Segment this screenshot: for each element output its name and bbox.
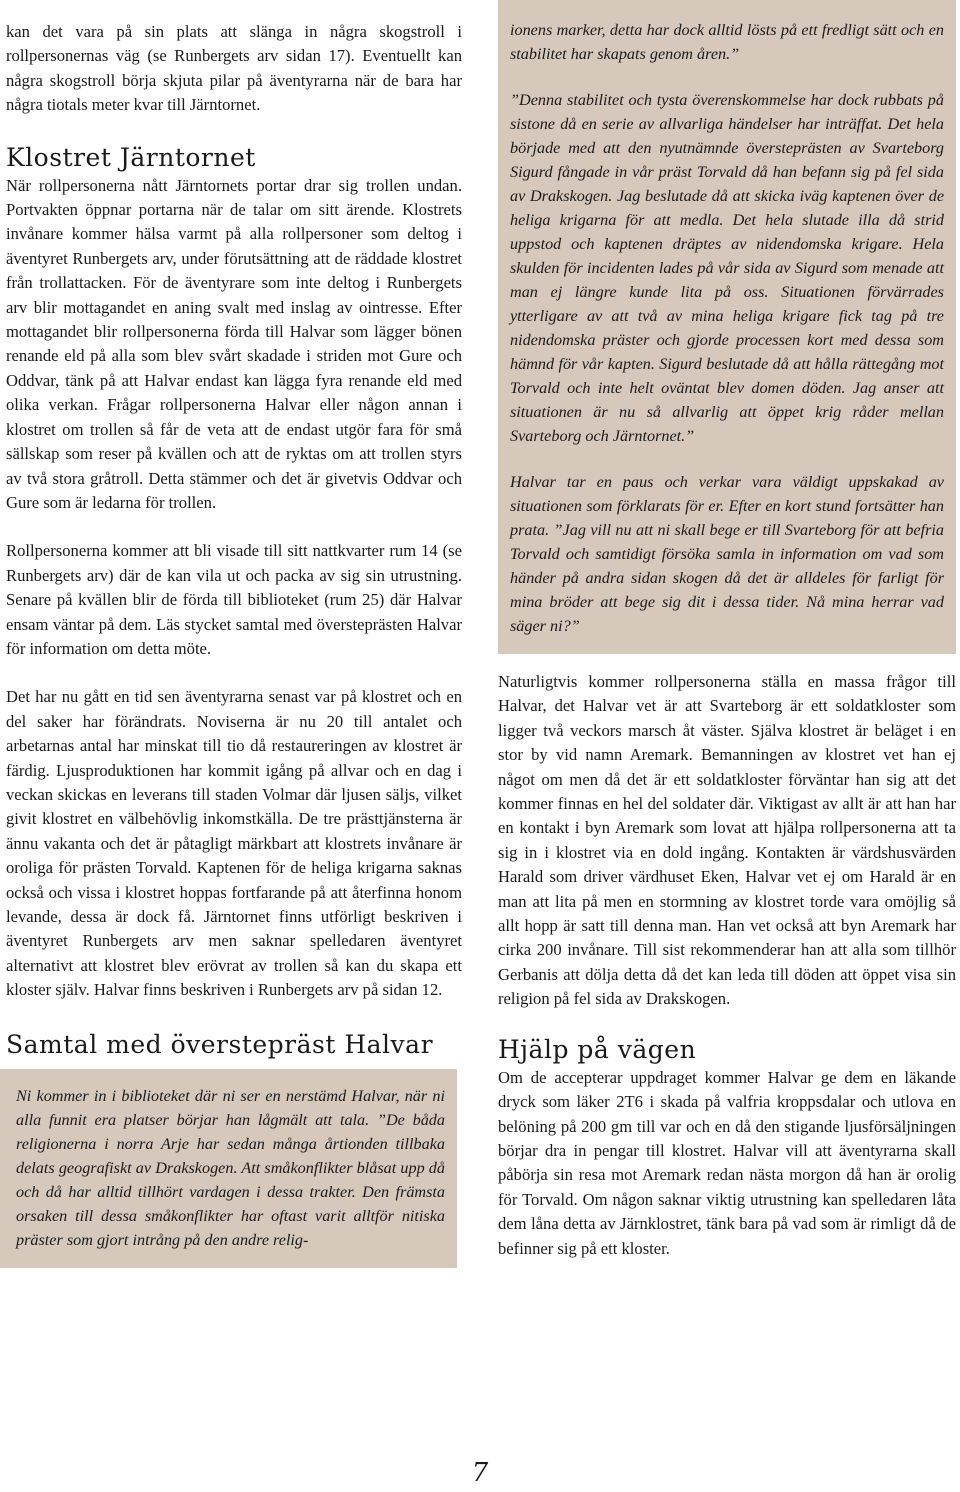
questions-paragraph: Naturligtvis kommer rollpersonerna ställa en massa frågor till Halvar, det Halvar vet är att Svarteborg är ett soldatkloster som ligger två veckors marsch åt väster. Själva klostret är beläget i en stor by vid namn Aremark. Bemanningen av klostret vet han ej något om men då det är ett soldatkloster förväntar han sig att det kommer finnas en hel del soldater där. Viktigast av allt är att han har en kontakt i byn Aremark som lovat att hjälpa rollpersonerna att ta sig in i klostret via en dold ingång. Kontakten är värdshusvärden Harald som driver värdhuset Eken, Halvar vet ej om Harald är en man att lita på men en stormning av klostret torde vara omöjlig så allt hopp är satt till denna man. Han vet också att byn Aremark har cirka 200 invånare. Till sist rekommenderar han att alla som tillhör Gerbanis att dölja detta då det kan leda till döden att öppet visa sin religion på fel sida av Drakskogen. (498, 672, 956, 1009)
boxed-text-left (0, 1069, 457, 1268)
heading-samtal-med-halvar: Samtal med överstepräst Halvar (6, 1029, 434, 1059)
intro-paragraph: kan det vara på sin plats att slänga in några skogstroll i rollpersonernas väg (se Runbergets arv sidan 17). Eventuellt kan några skogstroll börja skjuta pilar på äventyrarna när de bara har några tiotals meter kvar till Järntornet. (6, 22, 462, 115)
klostret-paragraph: När rollpersonerna nått Järntornets portar drar sig trollen undan. Portvakten öppnar portarna när de talar om sitt ärende. Klostrets invånare kommer hälsa varmt på alla rollpersoner som deltog i äventyret Runbergets arv, under förutsättning att de räddade klostret från trollattacken. För de äventyrare som inte deltog i Runbergets arv blir mottagandet en aning svalt med inslag av ointresse. Efter mottagandet blir rollpersonerna förda till Halvar som lägger bönen renande eld på alla som blev svårt skadade i striden mot Gure och Oddvar, tänk på att Halvar endast kan lägga fyra renande eld med olika verkan. Frågar rollpersonerna Halvar eller någon annan i klostret om trollen så får de veta att de endast utgör fara för små sällskap som reser på kvällen och att de ryktas om att trollen styrs av två stora gråtroll. Detta stämmer och det är givetvis Oddvar och Gure som är ledarna för trollen. (6, 175, 462, 512)
boxed-stability-paragraph: ”Denna stabilitet och tysta överenskommelse har dock rubbats på sistone då en serie av allvarliga händelser har inträffat. Det hela började med att den nyutnämnde översteprästen av Svarteborg Sigurd fångade in vår präst Torvald då han befann sig på fel sida av Drakskogen. Jag beslutade då att skicka iväg kaptenen över de heliga krigarna för att medla. Det hela slutade illa då strid uppstod och kaptenen dräptes av nidendomska krigare. Hela skulden för incidenten lades på vår sida av Sigurd som menade att man ej längre kunde lita på oss. Situationen förvärrades ytterligare av att två av mina heliga krigare fick tag på tre nidendomska präster och gjorde processen kort med dessa som hämnd för vår kapten. Sigurd beslutade då att hålla rättegång mot Torvald och inte helt oväntat blev domen döden. Jag anser att situationen är nu så allvarlig att öppet krig råder mellan Svarteborg och Järntornet.” (510, 91, 944, 445)
page-number: 7 (471, 1458, 489, 1488)
boxed-text-right (498, 0, 956, 654)
heading-hjalp-pa-vagen: Hjälp på vägen (498, 1034, 697, 1064)
hjalp-paragraph: Om de accepterar uppdraget kommer Halvar ge dem en läkande dryck som läker 2T6 i skada på valfria kroppsdalar och utlova en belöning på 200 gm till var och en då den stigande ljusförsäljningen börjar dra in pengar till klostret. Halvar vill att äventyrarna skall påbörja sin resa mot Aremark redan nästa morgon då han är orolig för Torvald. Om någon saknar viktig utrustning kan spelledaren låta dem låna detta av Järnklostret, tänk bara på vad som är rimligt då de befinner sig på ett kloster. (498, 1067, 956, 1258)
time-paragraph: Det har nu gått en tid sen äventyrarna senast var på klostret och en del saker har förändrats. Noviserna är nu 20 till antalet och arbetarnas antal har minskat till tio då restaureringen av klostret är färdig. Ljusproduktionen har kommit igång på allvar och en dag i veckan skickas en leverans till staden Volmar där ljusen säljs, vilket givit klostret en välbehövlig inkomstkälla. De tre prästtjänsterna är ännu vakanta och det är påtagligt märkbart att klostrets invånare är oroliga för prästen Torvald. Kaptenen för de heliga krigarna saknas också och vissa i klostret hoppas fortfarande på att återfinna honom levande, dessa är dock få. Järntornet finns utförligt beskriven i äventyret Runbergets arv men saknar spelledaren äventyret alternativt att klostret blev erövrat av trollen så kan du skapa ett kloster själv. Halvar finns beskriven i Runbergets arv på sidan 12. (6, 687, 462, 1000)
boxed-text-paragraph: Ni kommer in i biblioteket där ni ser en nerstämd Halvar, när ni alla funnit era platser börjar han lågmält att tala. ”De båda religionerna i norra Arje har sedan många årtionden tillbaka delats geografiskt av Drakskogen. Att småkonflikter blåsat upp då och då har alltid tillhört vardagen i dessa trakter. Den främsta orsaken till dessa småkonflikter har oftast varit alltför nitiska präster som gjort intrång på den andre relig- (16, 1086, 445, 1249)
boxed-continuation-paragraph: ionens marker, detta har dock alltid lösts på ett fredligt sätt och en stabilitet har skapats genom åren.” (510, 21, 944, 63)
heading-klostret-jarntornet: Klostret Järntornet (6, 142, 256, 172)
quarters-paragraph: Rollpersonerna kommer att bli visade till sitt nattkvarter rum 14 (se Runbergets arv) där de kan vila ut och packa av sig sin utrustning. Senare på kvällen blir de förda till biblioteket (rum 25) där Halvar ensam väntar på dem. Läs stycket samtal med översteprästen Halvar för information om detta möte. (6, 541, 462, 658)
right-column (498, 0, 956, 1261)
left-column (6, 0, 462, 1268)
boxed-pause-paragraph: Halvar tar en paus och verkar vara väldigt uppskakad av situationen som förklarats för er. Efter en kort stund fortsätter han prata. ”Jag vill nu att ni skall bege er till Svarteborg för att befria Torvald och samtidigt försöka samla in information om vad som händer på andra sidan skogen då det är alldeles för farligt för mina bröder att bege sig dit i dessa tider. Nå mina herrar vad säger ni?” (510, 473, 944, 635)
